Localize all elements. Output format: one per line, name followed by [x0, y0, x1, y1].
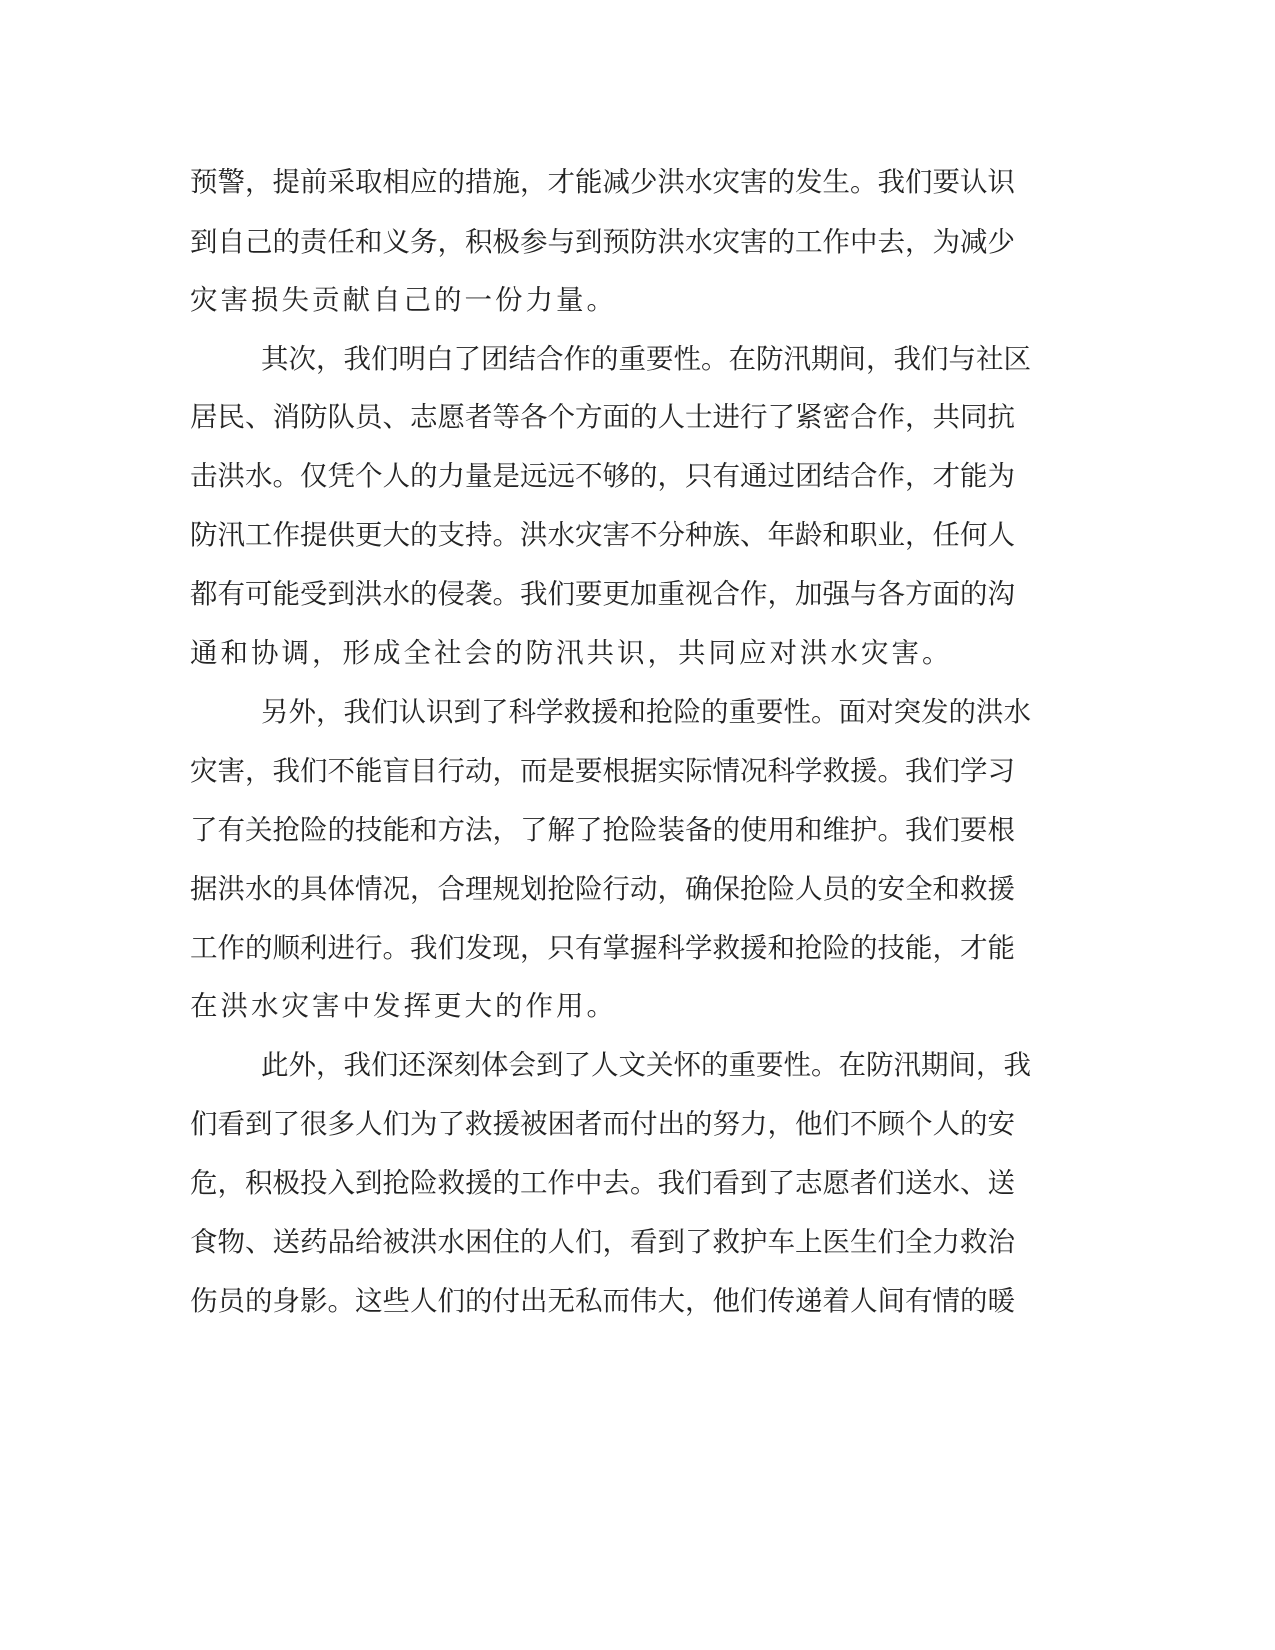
text-line: 通和协调，形成全社会的防汛共识，共同应对洪水灾害。: [190, 637, 953, 669]
text-line: 灾害，我们不能盲目行动，而是要根据实际情况科学救援。我们学习: [190, 755, 1015, 787]
text-line: 在洪水灾害中发挥更大的作用。: [190, 990, 617, 1022]
text-line: 居民、消防队员、志愿者等各个方面的人士进行了紧密合作，共同抗: [190, 401, 1015, 433]
text-line: 们看到了很多人们为了救援被困者而付出的努力，他们不顾个人的安: [190, 1108, 1015, 1140]
text-line: 了有关抢险的技能和方法，了解了抢险装备的使用和维护。我们要根: [190, 814, 1015, 846]
paragraph-first-line: 其次，我们明白了团结合作的重要性。在防汛期间，我们与社区: [261, 343, 1031, 375]
text-line: 击洪水。仅凭个人的力量是远远不够的，只有通过团结合作，才能为: [190, 460, 1015, 492]
paragraph-first-line: 此外，我们还深刻体会到了人文关怀的重要性。在防汛期间，我: [261, 1049, 1031, 1081]
text-line: 防汛工作提供更大的支持。洪水灾害不分种族、年龄和职业，任何人: [190, 519, 1015, 551]
paragraph-first-line: 另外，我们认识到了科学救援和抢险的重要性。面对突发的洪水: [261, 696, 1031, 728]
text-line: 都有可能受到洪水的侵袭。我们要更加重视合作，加强与各方面的沟: [190, 578, 1015, 610]
text-line: 据洪水的具体情况，合理规划抢险行动，确保抢险人员的安全和救援: [190, 873, 1015, 905]
text-line: 危，积极投入到抢险救援的工作中去。我们看到了志愿者们送水、送: [190, 1167, 1015, 1199]
text-line: 伤员的身影。这些人们的付出无私而伟大，他们传递着人间有情的暖: [190, 1285, 1015, 1317]
text-line: 灾害损失贡献自己的一份力量。: [190, 284, 617, 316]
text-line: 预警，提前采取相应的措施，才能减少洪水灾害的发生。我们要认识: [190, 166, 1015, 198]
text-line: 食物、送药品给被洪水困住的人们，看到了救护车上医生们全力救治: [190, 1226, 1015, 1258]
text-line: 到自己的责任和义务，积极参与到预防洪水灾害的工作中去，为减少: [190, 226, 1015, 258]
text-line: 工作的顺利进行。我们发现，只有掌握科学救援和抢险的技能，才能: [190, 932, 1015, 964]
